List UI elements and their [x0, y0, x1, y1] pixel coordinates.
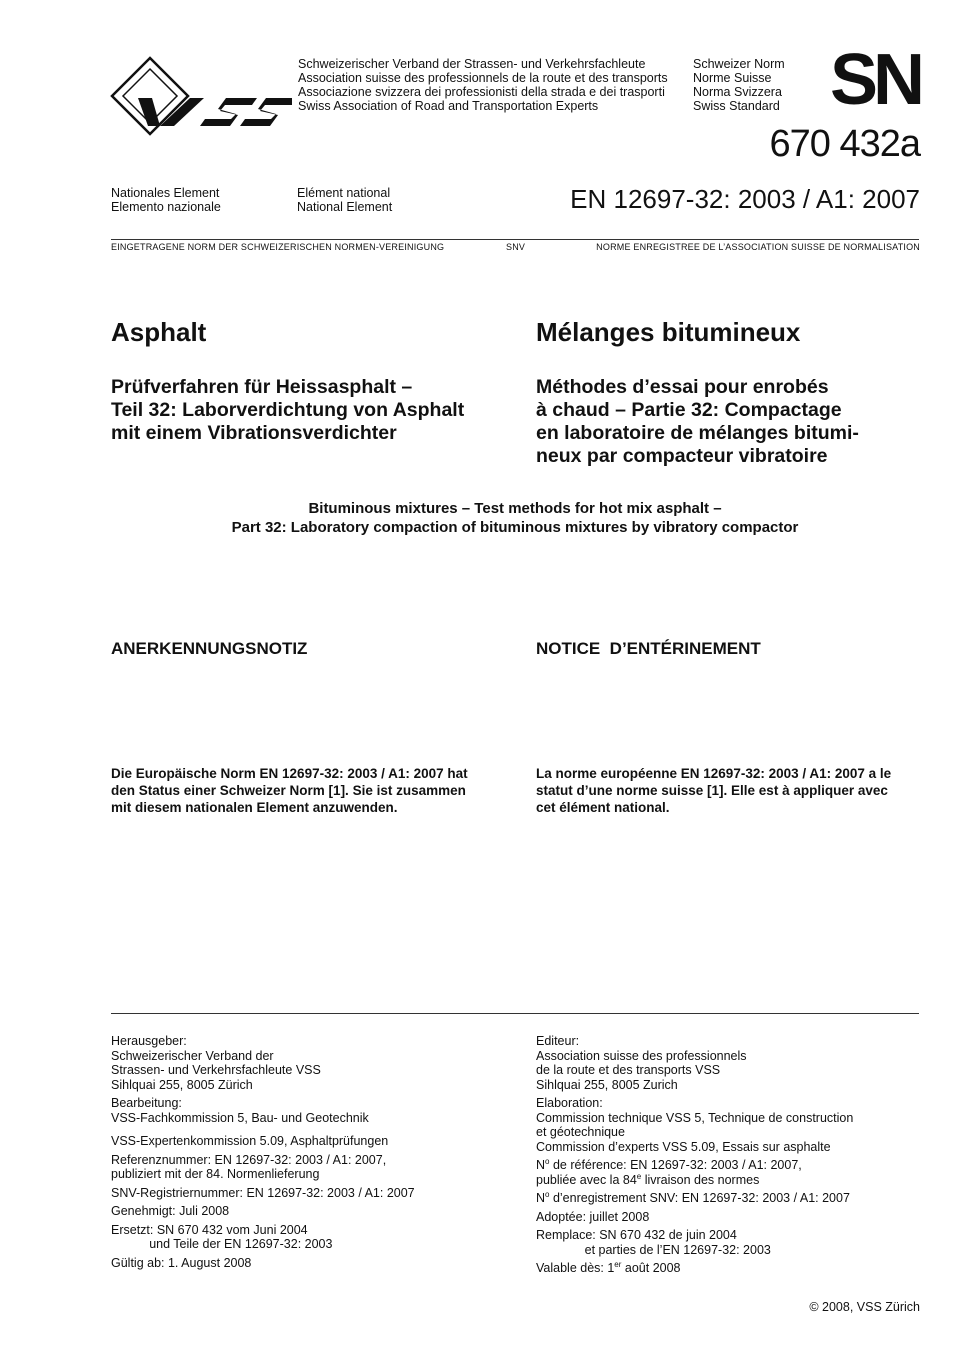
reference-number: Referenznummer: EN 12697-32: 2003 / A1: 2007, — [111, 1152, 387, 1167]
experts-commission: Commission d’experts VSS 5.09, Essais sur asphalte — [536, 1139, 831, 1154]
notice-de-line: mit diesem nationalen Element anzuwenden. — [111, 800, 398, 815]
en-reference: EN 12697-32: 2003 / A1: 2007 — [570, 184, 920, 214]
reference-number — [536, 1158, 853, 1173]
publisher-line: Schweizerischer Verband der — [111, 1048, 274, 1063]
element-label-de-it — [111, 186, 221, 214]
org-line-en: Swiss Association of Road and Transportation Experts — [298, 99, 599, 113]
notice-fr-line: cet élément national. — [536, 800, 670, 815]
norm-type-labels — [693, 57, 785, 113]
norm-label-en: Swiss Standard — [693, 99, 780, 113]
publisher-address: Sihlquai 255, 8005 Zürich — [111, 1077, 253, 1092]
valid-text: août 2008 — [621, 1261, 681, 1275]
publisher-line: Association suisse des professionnels — [536, 1048, 747, 1063]
footer-rule — [111, 1013, 919, 1014]
valid-from: Gültig ab: 1. August 2008 — [111, 1255, 252, 1270]
snv-prefix: N — [536, 1191, 546, 1205]
elaboration-line: VSS-Fachkommission 5, Bau- und Geotechnik — [111, 1110, 369, 1125]
valid-text: Valable dès: 1 — [536, 1261, 615, 1275]
snv-sup: o — [545, 1189, 550, 1199]
replaces-line: und Teile der EN 12697-32: 2003 — [111, 1237, 333, 1251]
org-line-it: Associazione svizzera dei professionisti della strada e dei trasporti — [298, 85, 665, 99]
subtitle-fr-line: neux par compacteur vibratoire — [536, 445, 828, 467]
elaboration-label: Bearbeitung: — [111, 1096, 182, 1110]
sn-logo: SN — [829, 40, 920, 120]
title-de: Asphalt — [111, 317, 207, 347]
approved-date: Adoptée: juillet 2008 — [536, 1209, 650, 1224]
notice-text-de — [111, 765, 468, 816]
subtitle-en — [111, 499, 919, 537]
subtitle-de-line: Teil 32: Laborverdichtung von Asphalt — [111, 399, 465, 421]
replaces-line: Remplace: SN 670 432 de juin 2004 — [536, 1228, 737, 1242]
subtitle-fr-line: Méthodes d’essai pour enrobés — [536, 376, 829, 398]
snv-registration — [536, 1191, 853, 1206]
registered-norm-de: EINGETRAGENE NORM DER SCHWEIZERISCHEN NORMEN-VEREINIGUNG — [111, 242, 445, 252]
elaboration-line: et géotechnique — [536, 1125, 625, 1139]
publisher-address: Sihlquai 255, 8005 Zurich — [536, 1077, 678, 1092]
norm-label-it: Norma Svizzera — [693, 85, 782, 99]
subtitle-fr-line: à chaud – Partie 32: Compactage — [536, 399, 842, 421]
publisher-line: de la route et des transports VSS — [536, 1063, 721, 1077]
elaboration-line: Commission technique VSS 5, Technique de construction — [536, 1110, 854, 1125]
vss-logo — [108, 56, 293, 142]
notice-fr-line: La norme européenne EN 12697-32: 2003 / A1: 2007 a le — [536, 766, 892, 781]
element-label-fr-en — [297, 186, 392, 214]
copyright: © 2008, VSS Zürich — [809, 1300, 920, 1314]
snv-text: d’enregistrement SNV: EN 12697-32: 2003 / A1: 2007 — [549, 1191, 850, 1205]
ref-delivery-sup: e — [636, 1171, 642, 1181]
title-fr: Mélanges bitumineux — [536, 317, 801, 347]
ref-delivery-text: publiée avec la 84 — [536, 1172, 637, 1187]
publisher-label: Editeur: — [536, 1034, 580, 1048]
element-label-fr: Elément national — [297, 186, 391, 200]
reference-delivery: publiziert mit der 84. Normenlieferung — [111, 1167, 320, 1181]
reference-delivery — [536, 1173, 853, 1188]
org-line-fr: Association suisse des professionnels de la route et des transports — [298, 71, 668, 85]
notice-heading-de: ANERKENNUNGSNOTIZ — [111, 639, 308, 658]
registered-norm-snv: SNV — [506, 242, 526, 252]
element-label-it: Elemento nazionale — [111, 200, 221, 214]
ref-prefix: N — [536, 1158, 546, 1172]
replaces-line: Ersetzt: SN 670 432 vom Juni 2004 — [111, 1222, 308, 1237]
replaces-line: et parties de l’EN 12697-32: 2003 — [536, 1242, 771, 1257]
norm-label-de: Schweizer Norm — [693, 57, 785, 71]
header-rule — [111, 239, 919, 240]
subtitle-de-line: mit einem Vibrationsverdichter — [111, 422, 397, 444]
valid-sup: er — [614, 1259, 622, 1269]
norm-label-fr: Norme Suisse — [693, 71, 772, 85]
subtitle-fr-line: en laboratoire de mélanges bitumi- — [536, 422, 859, 444]
subtitle-en-line: Part 32: Laboratory compaction of bituminous mixtures by vibratory compactor — [231, 519, 799, 536]
organisation-names — [298, 57, 668, 113]
publisher-label: Herausgeber: — [111, 1034, 187, 1048]
experts-commission: VSS-Expertenkommission 5.09, Asphaltprüfungen — [111, 1134, 389, 1148]
footer-fr — [536, 1034, 853, 1276]
notice-de-line: den Status einer Schweizer Norm [1]. Sie ist zusammen — [111, 783, 466, 798]
ref-delivery-text: livraison des normes — [641, 1172, 760, 1187]
notice-heading-fr: NOTICE D’ENTÉRINEMENT — [536, 639, 761, 658]
notice-text-fr — [536, 765, 891, 816]
org-line-de: Schweizerischer Verband der Strassen- und Verkehrsfachleute — [298, 57, 646, 71]
element-label-en: National Element — [297, 200, 393, 214]
snv-registration: SNV-Registriernummer: EN 12697-32: 2003 / A1: 2007 — [111, 1185, 415, 1200]
document-number: 670 432a — [769, 123, 920, 165]
subtitle-de — [111, 376, 464, 445]
element-label-de: Nationales Element — [111, 186, 220, 200]
ref-text: de référence: EN 12697-32: 2003 / A1: 2007, — [549, 1158, 802, 1172]
subtitle-fr — [536, 376, 859, 468]
approved-date: Genehmigt: Juli 2008 — [111, 1204, 230, 1218]
registered-norm-fr: NORME ENREGISTREE DE L’ASSOCIATION SUISSE DE NORMALISATION — [596, 242, 920, 252]
elaboration-label: Elaboration: — [536, 1096, 603, 1110]
publisher-line: Strassen- und Verkehrsfachleute VSS — [111, 1063, 321, 1077]
ref-sup: o — [545, 1156, 550, 1166]
footer-de — [111, 1034, 415, 1270]
subtitle-en-line: Bituminous mixtures – Test methods for hot mix asphalt – — [308, 500, 722, 517]
notice-fr-line: statut d’une norme suisse [1]. Elle est à appliquer avec — [536, 783, 888, 798]
valid-from — [536, 1261, 853, 1276]
subtitle-de-line: Prüfverfahren für Heissasphalt – — [111, 376, 413, 398]
notice-de-line: Die Europäische Norm EN 12697-32: 2003 / A1: 2007 hat — [111, 766, 468, 781]
